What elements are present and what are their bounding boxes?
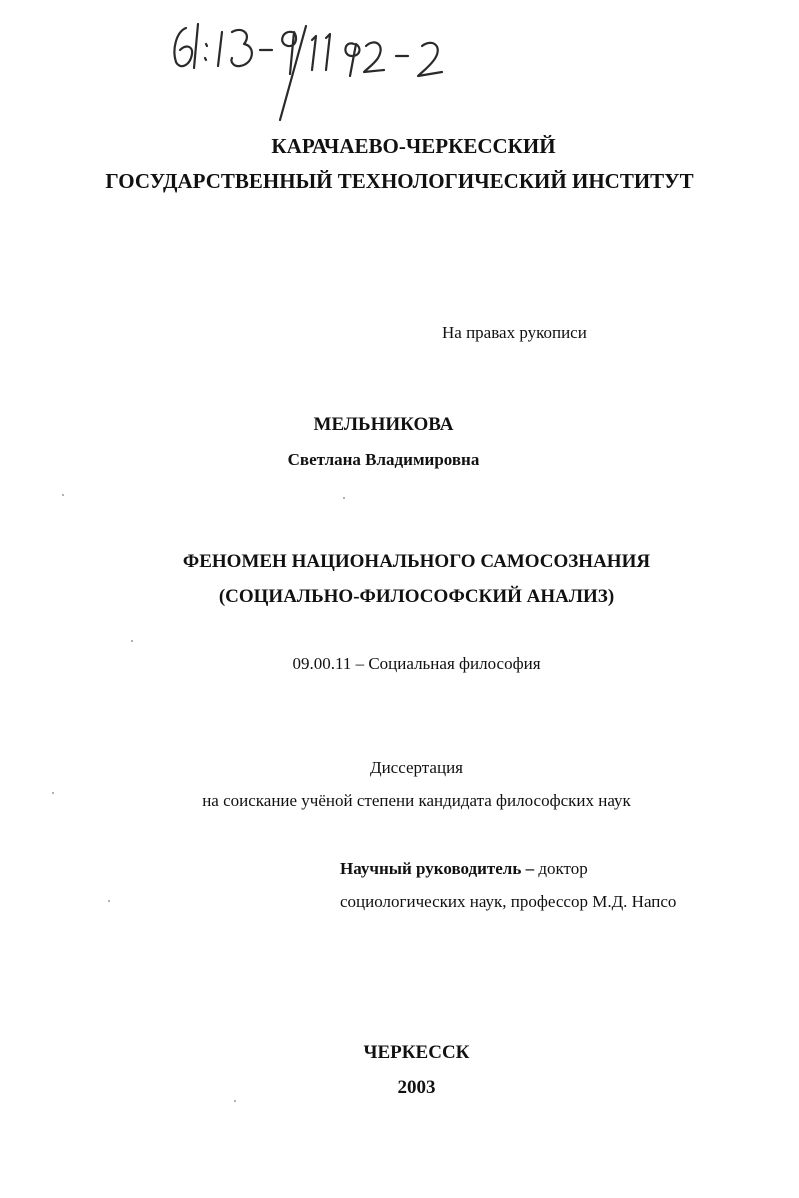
scan-speck (52, 792, 54, 794)
scan-speck (131, 640, 133, 642)
author-given-names: Светлана Владимировна (287, 450, 480, 469)
scan-speck (343, 497, 345, 499)
degree-sought: на соискание учёной степени кандидата философских наук (202, 791, 631, 810)
scan-speck (234, 1100, 236, 1102)
supervisor-degree: доктор (534, 859, 588, 878)
supervisor-label: Научный руководитель – (340, 859, 535, 878)
document-type: Диссертация (369, 758, 463, 777)
scan-speck (108, 900, 110, 902)
specialty-code: 09.00.11 – Социальная философия (292, 654, 541, 673)
institute-name-line-1: КАРАЧАЕВО-ЧЕРКЕССКИЙ (271, 134, 556, 158)
institute-name-line-2: ГОСУДАРСТВЕННЫЙ ТЕХНОЛОГИЧЕСКИЙ ИНСТИТУТ (105, 169, 694, 193)
author-surname: МЕЛЬНИКОВА (313, 414, 454, 435)
supervisor-line-1 (340, 860, 588, 877)
scan-speck (62, 494, 64, 496)
city: ЧЕРКЕССК (363, 1042, 470, 1063)
supervisor-line-2: социологических наук, профессор М.Д. Напсо (340, 892, 677, 911)
handwritten-archive-code (160, 10, 460, 140)
year: 2003 (397, 1077, 436, 1098)
dissertation-title-line-2: (СОЦИАЛЬНО-ФИЛОСОФСКИЙ АНАЛИЗ) (218, 586, 615, 607)
manuscript-rights-note: На правах рукописи (442, 323, 587, 342)
dissertation-title-line-1: ФЕНОМЕН НАЦИОНАЛЬНОГО САМОСОЗНАНИЯ (182, 551, 651, 572)
